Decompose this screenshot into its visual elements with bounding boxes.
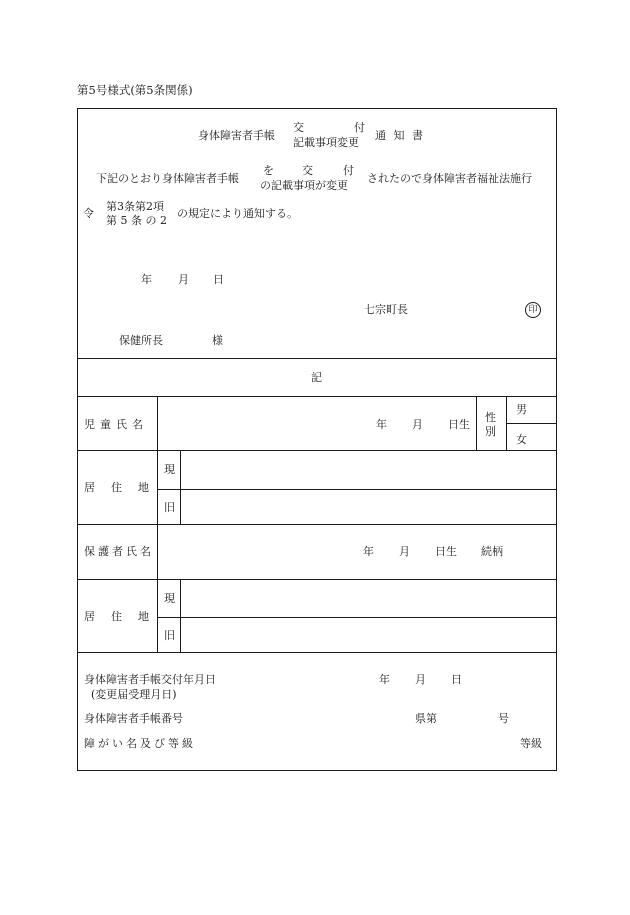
address2-label-text: 居住地 [84, 610, 165, 623]
title-option-change: 記載事項変更 [293, 136, 359, 149]
body-rei: 令 [83, 207, 94, 220]
divider-sex-right [506, 396, 507, 450]
handbook-disability-label: 障がい名及び等級 [84, 737, 196, 750]
guardian-dob: 日生 [435, 545, 457, 558]
body-particle: を [263, 164, 274, 177]
handbook-issue-date-label: 身体障害者手帳交付年月日 [84, 673, 216, 686]
title-suffix: 通 知 書 [375, 129, 425, 142]
address1-label-text: 居住地 [84, 481, 165, 494]
divider-address2-bottom [77, 652, 557, 653]
divider-guardian-bottom [77, 579, 557, 580]
recipient-honorific: 様 [212, 334, 223, 347]
seal-icon: 印 [525, 302, 541, 318]
handbook-year: 年 [379, 673, 390, 686]
body-article-a: 第3条第2項 [106, 200, 164, 213]
address1-former-marker: 旧 [164, 501, 175, 514]
address1-current-marker: 現 [164, 463, 175, 476]
address2-former-marker: 旧 [164, 629, 175, 642]
divider-address1-mid [157, 489, 557, 490]
guardian-year: 年 [363, 545, 374, 558]
address1-label [84, 481, 165, 494]
handbook-pref: 県第 [415, 712, 437, 725]
body-closing: の規定により通知する。 [177, 207, 298, 220]
title-option-issue-a: 交 [293, 121, 304, 134]
divider-address2-mid [157, 617, 557, 618]
sex-male[interactable]: 男 [516, 403, 527, 416]
date-month: 月 [178, 273, 189, 286]
body-opt-issue-b: 付 [343, 164, 354, 177]
body-opt-issue-a: 交 [302, 164, 313, 177]
handbook-go: 号 [498, 712, 509, 725]
divider-ki-top [77, 358, 557, 359]
title-prefix: 身体障害者手帳 [198, 129, 275, 142]
divider-address1-bottom [77, 524, 557, 525]
date-year: 年 [141, 273, 152, 286]
sex-label-a: 性 [485, 411, 496, 424]
ki-heading: 記 [311, 371, 322, 384]
handbook-month: 月 [415, 673, 426, 686]
address2-label [84, 610, 165, 623]
child-year: 年 [376, 418, 387, 431]
sex-female[interactable]: 女 [516, 433, 527, 446]
guardian-month: 月 [399, 545, 410, 558]
sender: 七宗町長 [364, 303, 408, 316]
divider-ki-bottom [77, 396, 557, 397]
child-month: 月 [412, 418, 423, 431]
divider-sex-left [476, 396, 477, 450]
handbook-number-label: 身体障害者手帳番号 [84, 712, 183, 725]
body-cont: されたので身体障害者福祉法施行 [367, 172, 532, 185]
handbook-grade: 等級 [520, 737, 542, 750]
divider-sex-mid [506, 423, 557, 424]
body-article-b: 第 5 条 の 2 [106, 214, 167, 227]
divider-address2-marker [180, 579, 181, 652]
form-id: 第5号様式(第5条関係) [77, 83, 193, 97]
sex-label-b: 別 [485, 425, 496, 438]
body-intro: 下記のとおり身体障害者手帳 [96, 172, 239, 185]
address2-current-marker: 現 [164, 592, 175, 605]
child-name-label: 児童氏名 [84, 418, 148, 431]
child-dob: 日生 [448, 418, 470, 431]
guardian-name-label: 保護者氏名 [84, 545, 154, 558]
date-day: 日 [213, 273, 224, 286]
handbook-day: 日 [451, 673, 462, 686]
divider-child-bottom [77, 450, 557, 451]
guardian-relation: 続柄 [481, 545, 503, 558]
title-option-issue-b: 付 [354, 121, 365, 134]
recipient-name: 保健所長 [119, 334, 163, 347]
handbook-change-note: (変更届受理月日) [91, 688, 177, 701]
divider-address1-marker [180, 450, 181, 524]
body-opt-change: の記載事項が変更 [260, 179, 348, 192]
